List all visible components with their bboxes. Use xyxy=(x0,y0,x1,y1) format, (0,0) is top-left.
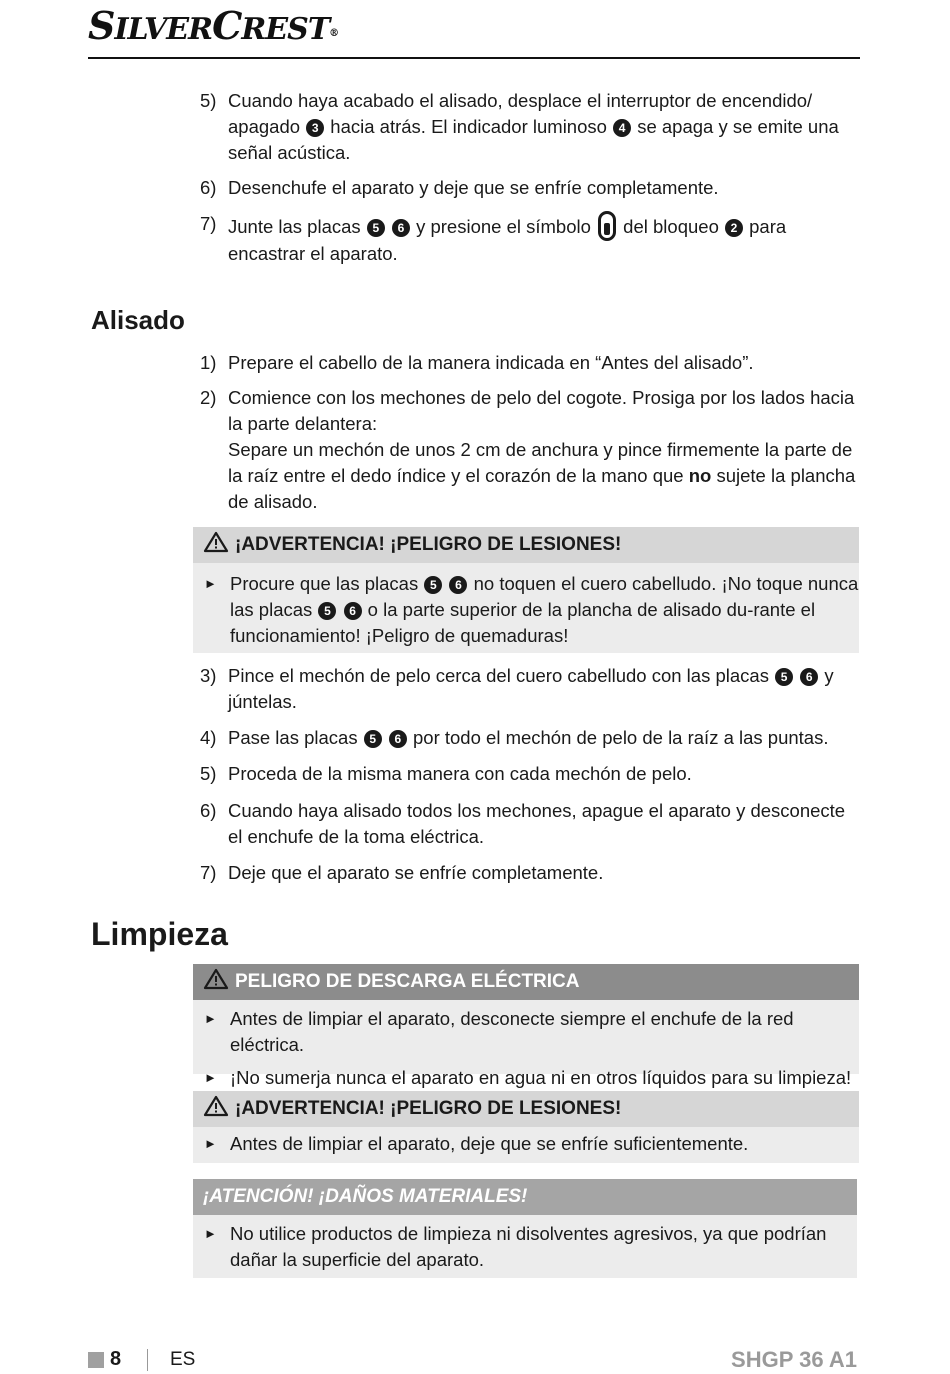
warning-title: ¡ADVERTENCIA! ¡PELIGRO DE LESIONES! xyxy=(235,534,622,555)
step-number: 3) xyxy=(200,665,217,686)
part-number-badge: 6 xyxy=(800,668,818,686)
part-number-badge: 4 xyxy=(613,119,631,137)
logo-letters: ILVER xyxy=(114,12,213,47)
bullet-item: ► ¡No sumerja nunca el aparato en agua ni en otros líquidos para su limpieza! xyxy=(193,1065,859,1091)
attention-header: ¡ATENCIÓN! ¡DAÑOS MATERIALES! xyxy=(193,1179,857,1215)
danger-header xyxy=(193,964,859,1000)
emphasis: no xyxy=(688,465,712,486)
logo-letter: C xyxy=(212,3,242,48)
list-item xyxy=(200,350,860,376)
logo-letters: REST xyxy=(241,12,330,47)
step-number: 1) xyxy=(200,352,217,373)
section-title-limpieza: Limpieza xyxy=(91,916,228,952)
step-text: Cuando haya alisado todos los mechones, apague el aparato y desconecte el enchufe de la toma eléctrica. xyxy=(228,800,846,847)
step-number: 2) xyxy=(200,387,217,408)
step-text: Prepare el cabello de la manera indicada en “Antes del alisado”. xyxy=(228,352,754,373)
footer-model: SHGP 36 A1 xyxy=(731,1347,857,1372)
danger-box xyxy=(193,964,859,1088)
bullet-item: ► Antes de limpiar el aparato, deje que se enfríe suficientemente. xyxy=(193,1131,859,1157)
list-item xyxy=(200,761,860,787)
attention-box xyxy=(193,1179,857,1278)
warning-box-limpieza xyxy=(193,1091,859,1163)
step-text: Comience con los mechones de pelo del cogote. Prosiga por los lados hacia la parte delantera: Separe un mechón de unos 2 cm de anchura y pince firmemente la parte de la raíz entre el dedo índice y el corazón de la mano que no sujete la plancha de alisado. xyxy=(228,387,856,512)
warning-header xyxy=(193,527,859,563)
step-text: Cuando haya acabado el alisado, desplace el interruptor de encendido/ apagado 3 hacia atrás. El indicador luminoso 4 se apaga y se emite una señal acústica. xyxy=(228,90,839,163)
footer-language: ES xyxy=(170,1349,196,1370)
warning-box-alisado xyxy=(193,527,859,653)
step-number: 7) xyxy=(200,862,217,883)
part-number-badge: 6 xyxy=(392,219,410,237)
step-text: Desenchufe el aparato y deje que se enfríe completamente. xyxy=(228,177,719,198)
triangle-right-icon: ► xyxy=(204,1136,217,1151)
step-number: 6) xyxy=(200,800,217,821)
footer-separator xyxy=(147,1349,148,1371)
list-item xyxy=(200,175,860,201)
list-item xyxy=(200,211,860,267)
step-number: 5) xyxy=(200,90,217,111)
part-number-badge: 5 xyxy=(424,576,442,594)
part-number-badge: 2 xyxy=(725,219,743,237)
step-number: 6) xyxy=(200,177,217,198)
warning-title: ¡ADVERTENCIA! ¡PELIGRO DE LESIONES! xyxy=(235,1098,622,1119)
step-number: 7) xyxy=(200,213,217,234)
bullet-item: ► Procure que las placas 5 6 no toquen el cuero cabelludo. ¡No toque nunca las placas 5 6 o la parte superior de la plancha de alisado du-rante el funcionamiento! ¡Peligro de quemaduras! xyxy=(204,573,859,646)
warning-triangle-icon xyxy=(203,531,229,553)
step-text: Pase las placas 5 6 por todo el mechón de pelo de la raíz a las puntas. xyxy=(228,727,829,748)
step-text: Pince el mechón de pelo cerca del cuero cabelludo con las placas 5 6 y júntelas. xyxy=(228,665,834,712)
triangle-right-icon: ► xyxy=(204,1226,217,1241)
brand-logo xyxy=(88,3,339,50)
list-item xyxy=(200,725,860,751)
triangle-right-icon: ► xyxy=(204,576,217,591)
part-number-badge: 5 xyxy=(364,730,382,748)
logo-letter: S xyxy=(88,3,115,48)
warning-triangle-icon xyxy=(203,968,229,990)
step-text: Proceda de la misma manera con cada mechón de pelo. xyxy=(228,763,692,784)
part-number-badge: 6 xyxy=(344,602,362,620)
list-item xyxy=(200,860,860,886)
part-number-badge: 6 xyxy=(389,730,407,748)
registered-mark: ® xyxy=(329,28,339,39)
warning-body xyxy=(193,563,859,649)
warning-body xyxy=(193,1127,859,1157)
danger-body xyxy=(193,1000,859,1091)
list-item xyxy=(200,663,860,715)
danger-title: PELIGRO DE DESCARGA ELÉCTRICA xyxy=(235,971,580,992)
warning-header xyxy=(193,1091,859,1127)
footer-square xyxy=(88,1352,104,1368)
page-number: 8 xyxy=(110,1348,122,1370)
part-number-badge: 5 xyxy=(367,219,385,237)
step-number: 5) xyxy=(200,763,217,784)
triangle-right-icon: ► xyxy=(204,1011,217,1026)
bullet-item: ► Antes de limpiar el aparato, desconecte siempre el enchufe de la red eléctrica. xyxy=(204,1008,794,1055)
bullet-item: ► No utilice productos de limpieza ni disolventes agresivos, ya que podrían dañar la superficie del aparato. xyxy=(204,1223,827,1270)
step-number: 4) xyxy=(200,727,217,748)
warning-triangle-icon xyxy=(203,1095,229,1117)
part-number-badge: 3 xyxy=(306,119,324,137)
triangle-right-icon: ► xyxy=(204,1070,217,1085)
attention-body xyxy=(193,1215,857,1273)
list-item xyxy=(200,798,860,850)
lock-symbol-icon xyxy=(598,211,616,241)
list-item xyxy=(200,385,860,515)
step-text: Junte las placas 5 6 y presione el símbolo del bloqueo 2 para encastrar el aparato. xyxy=(228,211,860,267)
part-number-badge: 6 xyxy=(449,576,467,594)
section-title-alisado: Alisado xyxy=(91,305,185,335)
part-number-badge: 5 xyxy=(775,668,793,686)
header-rule xyxy=(88,57,860,59)
list-item xyxy=(200,88,860,166)
step-text: Deje que el aparato se enfríe completamente. xyxy=(228,862,604,883)
part-number-badge: 5 xyxy=(318,602,336,620)
